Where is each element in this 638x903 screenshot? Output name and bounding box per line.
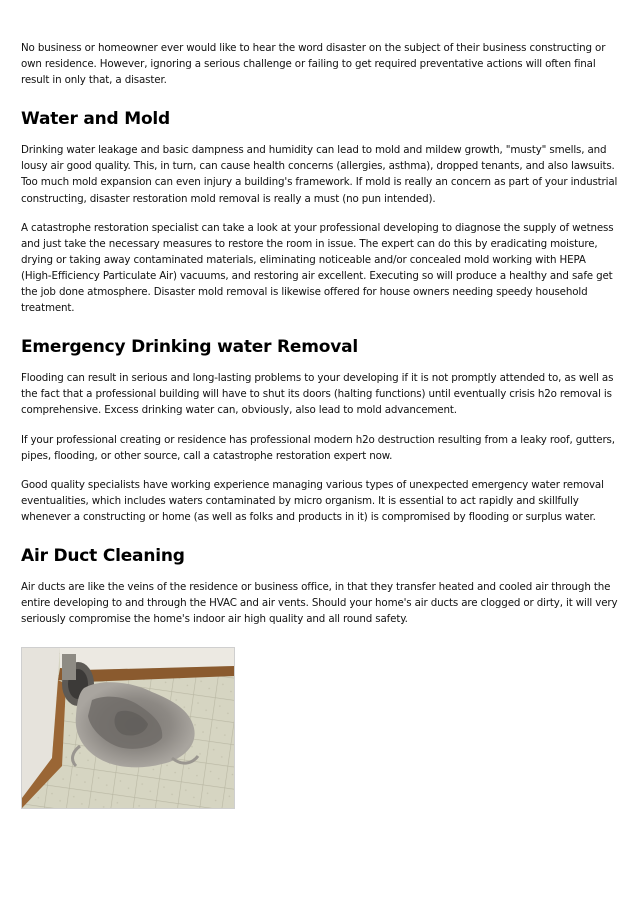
water-removal-paragraph-1: Flooding can result in serious and long-lasting problems to your developing if it is not promptly attended to, as well as the fact that a professional building will have to shut its doors (halting functions) until eventually crisis h2o removal is comprehensive. Excess drinking water can, obviously, also lead to mold advancement.: [21, 372, 614, 417]
dust-photo-illustration: [22, 648, 234, 808]
air-duct-dust-photo: [21, 647, 235, 809]
intro-paragraph: No business or homeowner ever would like to hear the word disaster on the subject of their business constructing or own residence. However, ignoring a serious challenge or failing to get required preventative actions will often final result in only that, a disaster.: [21, 42, 606, 87]
air-duct-paragraph-1: Air ducts are like the veins of the residence or business office, in that they transfer heated and cooled air through the entire developing to and through the HVAC and air vents. Should your home's air ducts are clogged or dirty, it will very seriously compromise the home's indoor air high quality and all round safety.: [21, 580, 618, 626]
water-removal-paragraph-2: If your professional creating or residence has professional modern h2o destruction resulting from a leaky roof, gutters, pipes, flooding, or other source, call a catastrophe restoration expert now.: [21, 433, 615, 462]
water-mold-paragraph-1: Drinking water leakage and basic dampness and humidity can lead to mold and mildew growth, "musty" smells, and lousy air good quality. This, in turn, can cause health concerns (allergies, asthma), dropped tenants, and also lawsuits. Too much mold expansion can even injury a building's framework. If mold is really an concern as part of your industrial constructing, disaster restoration mold removal is really a must (no pun intended).: [21, 144, 618, 205]
section-heading-emergency-water-removal: Emergency Drinking water Removal: [21, 337, 358, 358]
section-heading-air-duct-cleaning: Air Duct Cleaning: [21, 545, 185, 566]
section-heading-water-and-mold: Water and Mold: [21, 109, 171, 130]
document-page: [21, 40, 618, 809]
water-removal-paragraph-3: Good quality specialists have working experience managing various types of unexpected emergency water removal eventualities, which includes waters contaminated by micro organism. It is essential to act rapidly and skillfully whenever a constructing or home (as well as folks and products in it) is compromised by flooding or surplus water.: [21, 478, 604, 523]
water-mold-paragraph-2: A catastrophe restoration specialist can take a look at your professional developing to diagnose the supply of wetness and just take the necessary measures to restore the room in issue. The expert can do this by eradicating moisture, drying or taking away contaminated materials, eliminating noticeable and/or concealed mold working with HEPA (High-Efficiency Particulate Air) vacuums, and restoring air excellent. Executing so will produce a healthy and safe get the job done atmosphere. Disaster mold removal is likewise offered for house owners needing speedy household treatment.: [21, 221, 614, 315]
